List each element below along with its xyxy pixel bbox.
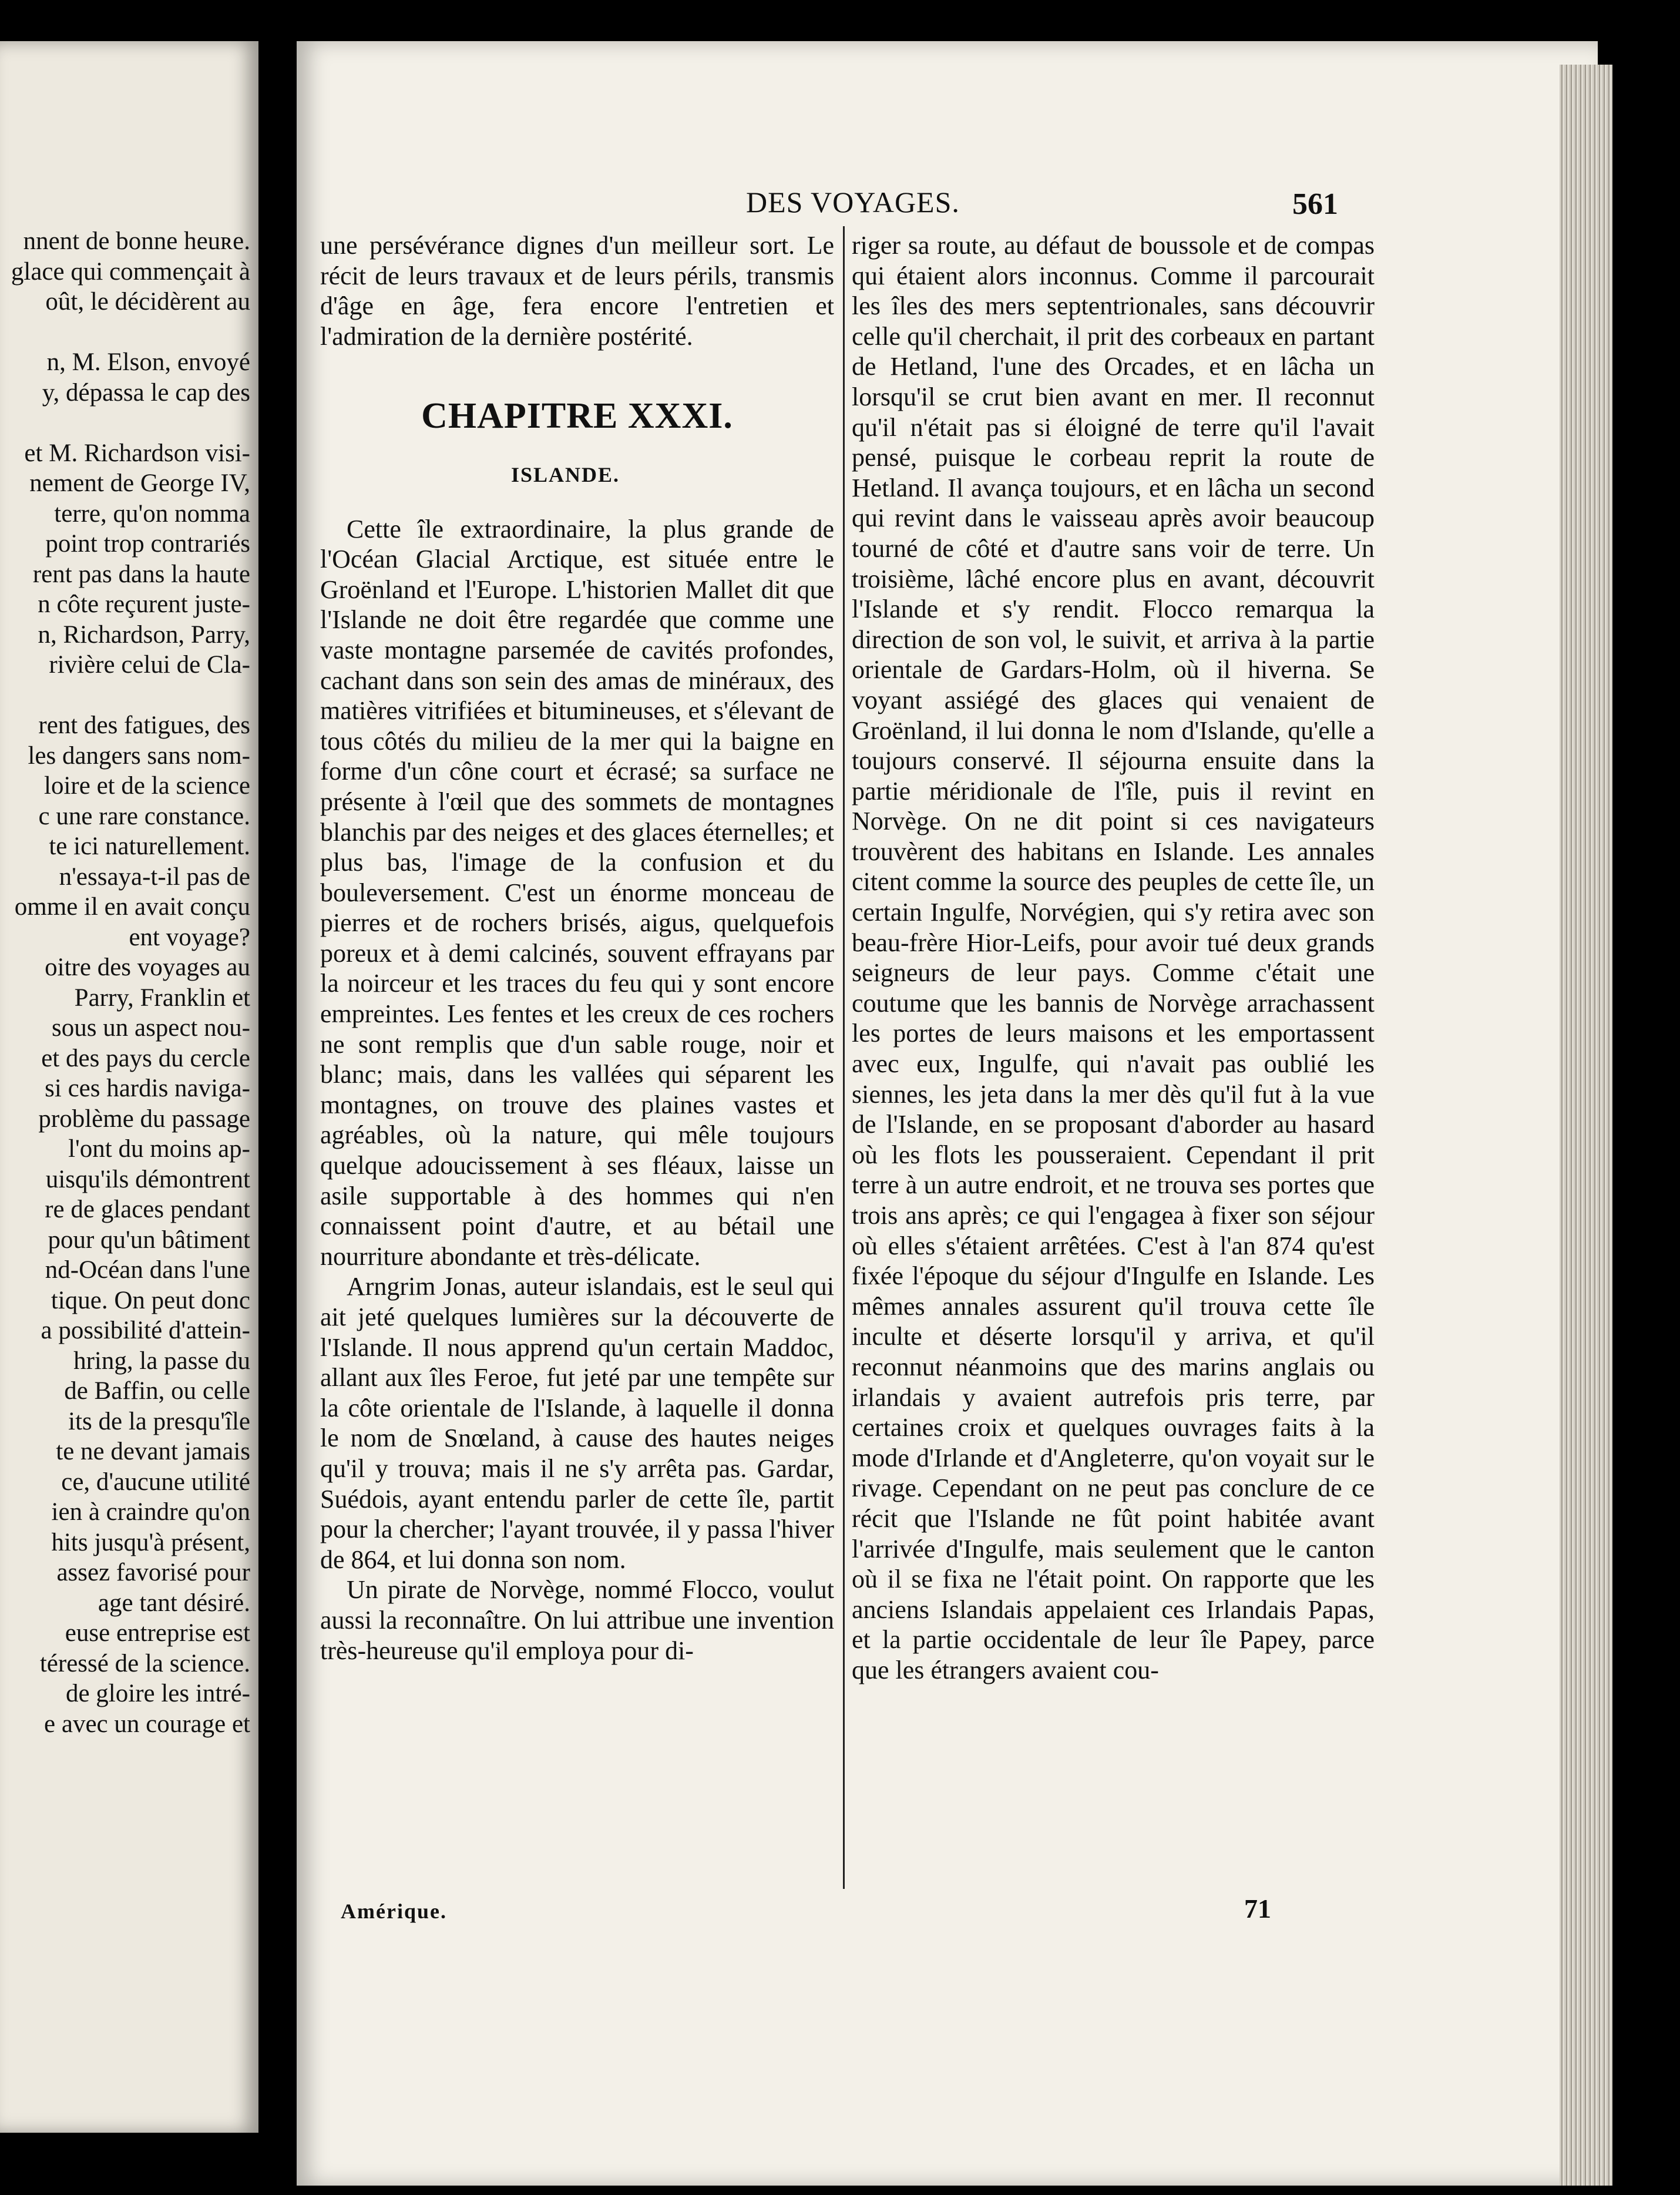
left-page-line: Parry, Franklin et [74, 984, 250, 1012]
left-page-line: n, Richardson, Parry, [38, 620, 250, 649]
left-page-line: pour qu'un bâtiment [48, 1226, 250, 1254]
left-page-line: problème du passage [38, 1105, 250, 1133]
left-page-line: nnent de bonne heuʀe. [23, 227, 250, 255]
left-page-line: glace qui commençait à [11, 257, 250, 286]
left-page-line: ien à craindre qu'on [51, 1498, 250, 1526]
left-page-line: uisqu'ils démontrent [45, 1165, 250, 1193]
left-page-line: te ne devant jamais [56, 1438, 250, 1465]
left-page-line: omme il en avait conçu [14, 893, 250, 921]
left-page-line: hring, la passe du [73, 1347, 250, 1375]
left-page-line: rent des fatigues, des [38, 711, 250, 739]
running-head: DES VOYAGES. [746, 186, 960, 219]
left-page-line: oitre des voyages au [45, 954, 250, 981]
paragraph: Un pirate de Norvège, nommé Flocco, voulut aussi la reconnaître. On lui attribue une invention très-heureuse qu'il employa pour di- [320, 1575, 834, 1665]
left-page-line: terre, qu'on nomma [54, 499, 250, 528]
page-edges [1560, 65, 1612, 2186]
left-page-line: nd-Océan dans l'une [45, 1256, 250, 1284]
left-page-line: nement de George IV, [29, 469, 250, 497]
paragraph-continuation: une persévérance dignes d'un meilleur sort. Le récit de leurs travaux et de leurs périls, transmis d'âge en âge, fera encore l'entretien et l'admiration de la dernière postérité. [320, 231, 834, 351]
page-number: 561 [1292, 187, 1338, 221]
signature-mark: Amérique. [341, 1899, 447, 1923]
left-page-fragment [0, 41, 258, 2133]
left-page-line: rivière celui de Cla- [49, 651, 250, 679]
chapter-title: CHAPITRE XXXI. [421, 396, 733, 437]
chapter-subtitle: ISLANDE. [510, 462, 620, 486]
left-page-line: et des pays du cercle [41, 1044, 250, 1072]
left-page-line: y, dépassa le cap des [42, 378, 250, 407]
gathering-number: 71 [1244, 1894, 1271, 1924]
left-page-line [0, 408, 250, 438]
paragraph: riger sa route, au défaut de boussole et de compas qui étaient alors inconnus. Comme il parcourait les îles des mers septentrionales, sans découvrir celle qu'il cherchait, il prit des corbeaux en partant de Hetland, l'une des Orcades, et en lâcha un lorsqu'il se crut bien avant en mer. Il reconnut qu'il n'était pas si éloigné de terre qu'il l'avait pensé, puisque le corbeau reprit la route de Hetland. Il avança toujours, et en lâcha un second qui revint dans le vaisseau après avoir beaucoup tourné de côté et d'autre sans voir de terre. Un troisième, lâché encore plus en avant, découvrit l'Islande et s'y rendit. Flocco remarqua la direction de son vol, le suivit, et arriva à la partie orientale de Gardars-Holm, où il hiverna. Se voyant assiégé des glaces qui venaient de Groënland, il lui donna le nom d'Islande, qu'elle a toujours conservé. Il séjourna ensuite dans la partie méridionale de l'île, puis il revint en Norvège. On ne dit point si ces navigateurs trouvèrent des habitans en Islande. Les annales citent comme la source des peuples de cette île, un certain Ingulfe, Norvégien, qui s'y retira avec son beau-frère Hior-Leifs, pour avoir tué deux grands seigneurs de leur pays. Comme c'était une coutume que les bannis de Norvège arrachassent les portes de leurs maisons et les emportassent avec eux, Ingulfe, qui n'avait pas oublié les siennes, les jeta dans la mer dès qu'il fut à la vue de l'Islande, en se proposant d'aborder au hasard où les flots les pousseraient. Cependant il prit terre à un autre endroit, et ne trouva ses portes que trois ans après; ce qui l'engagea à fixer son séjour où elles s'étaient arrêtées. C'est à l'an 874 qu'est fixée l'époque du séjour d'Ingulfe en Islande. Les mêmes annales assurent qu'il trouva cette île inculte et déserte lorsqu'il y arriva, et qu'il reconnut néanmoins que des marins anglais ou irlandais y avaient autrefois pris terre, par certaines croix et quelques ouvrages faits à la mode d'Irlande et d'Angleterre, qu'on voyait sur le rivage. Cependant on ne peut pas conclure de ce récit que l'Islande ne fût point habitée avant l'arrivée d'Ingulfe, mais seulement que le canton où il se fixa ne l'était point. On rapporte que les anciens Islandais appelaient ces Irlandais Papas, et la partie occidentale de leur île Papey, parce que les étrangers avaient cou- [852, 231, 1375, 1684]
left-page-line: its de la presqu'île [68, 1407, 250, 1435]
left-page-line: ce, d'aucune utilité [61, 1468, 250, 1496]
left-page-line: tique. On peut donc [51, 1286, 250, 1314]
left-page-line: age tant désiré. [98, 1589, 250, 1617]
left-page-line [0, 680, 250, 711]
left-page-line: assez favorisé pour [56, 1559, 250, 1586]
left-page-line: n côte reçurent juste- [38, 590, 250, 618]
left-page-line: e avec un courage et [44, 1710, 250, 1738]
left-page-line: point trop contrariés [45, 530, 250, 558]
text-column-right [852, 230, 1375, 1686]
left-page-text [0, 226, 250, 1739]
left-page-line: re de glaces pendant [45, 1196, 250, 1223]
left-page-line: téressé de la science. [39, 1649, 250, 1677]
left-page-line: n, M. Elson, envoyé [46, 348, 250, 376]
left-page-line: hits jusqu'à présent, [51, 1528, 250, 1556]
left-page-line: sous un aspect nou- [52, 1014, 250, 1042]
left-page-line: te ici naturellement. [49, 833, 250, 860]
left-page-line: les dangers sans nom- [28, 741, 250, 770]
left-page-line: si ces hardis naviga- [45, 1075, 250, 1102]
left-page-line: a possibilité d'attein- [41, 1317, 250, 1344]
left-page-line: loire et de la science [44, 772, 250, 800]
left-page-line: c une rare constance. [38, 802, 250, 830]
paragraph: Cette île extraordinaire, la plus grande de l'Océan Glacial Arctique, est située entre le Groënland et l'Europe. L'historien Mallet dit que l'Islande ne doit être regardée que comme une vaste montagne parsemée de cavités profondes, cachant dans son sein des amas de minéraux, des matières vitrifiées et bitumineuses, et s'élevant de tous côtés du milieu de la mer qui la baigne en forme d'un cône court et écrasé; sa surface ne présente à l'œil que des sommets de montagnes blanchis par des neiges et des glaces éternelles; et plus bas, l'image de la confusion et du bouleversement. C'est un énorme monceau de pierres et de rochers brisés, aigus, quelquefois poreux et à demi calcinés, souvent effrayans par la noirceur et les traces du feu qui y sont encore empreintes. Les fentes et les creux de ces rochers ne sont remplis que d'un sable rouge, noir et blanc; mais, dans les vallées qui séparent les montagnes, on trouve des plaines vastes et agréables, où la nature, qui mêle toujours quelque adoucissement à ses fléaux, laisse un asile supportable à des hommes qui n'en connaissent point d'autre, et au bétail une nourriture abondante et très-délicate. [320, 514, 834, 1271]
paragraph: Arngrim Jonas, auteur islandais, est le seul qui ait jeté quelques lumières sur la découverte de l'Islande. Il nous apprend qu'un certain Maddoc, allant aux îles Feroe, fut jeté par une tempête sur la côte orientale de l'Islande, à laquelle il donna le nom de Snœland, à cause des hautes neiges qu'il y trouva; mais il ne s'y arrêta pas. Gardar, Suédois, ayant entendu parler de cette île, partit pour la chercher; l'ayant trouvée, il y passa l'hiver de 864, et lui donna son nom. [320, 1272, 834, 1574]
left-page-line: n'essaya-t-il pas de [59, 862, 250, 891]
left-page-line: rent pas dans la haute [32, 560, 250, 588]
left-page-line: et M. Richardson visi- [24, 439, 250, 467]
left-page-line: de Baffin, ou celle [64, 1377, 250, 1405]
left-page-line: oût, le décidèrent au [45, 288, 250, 316]
left-page-line [0, 317, 250, 348]
text-column-left [320, 230, 834, 1666]
left-page-line: ent voyage? [129, 923, 250, 951]
left-page-line: de gloire les intré- [65, 1680, 250, 1707]
left-page-line: l'ont du moins ap- [68, 1135, 250, 1163]
left-page-line: euse entreprise est [65, 1619, 250, 1647]
column-rule [843, 226, 845, 1889]
